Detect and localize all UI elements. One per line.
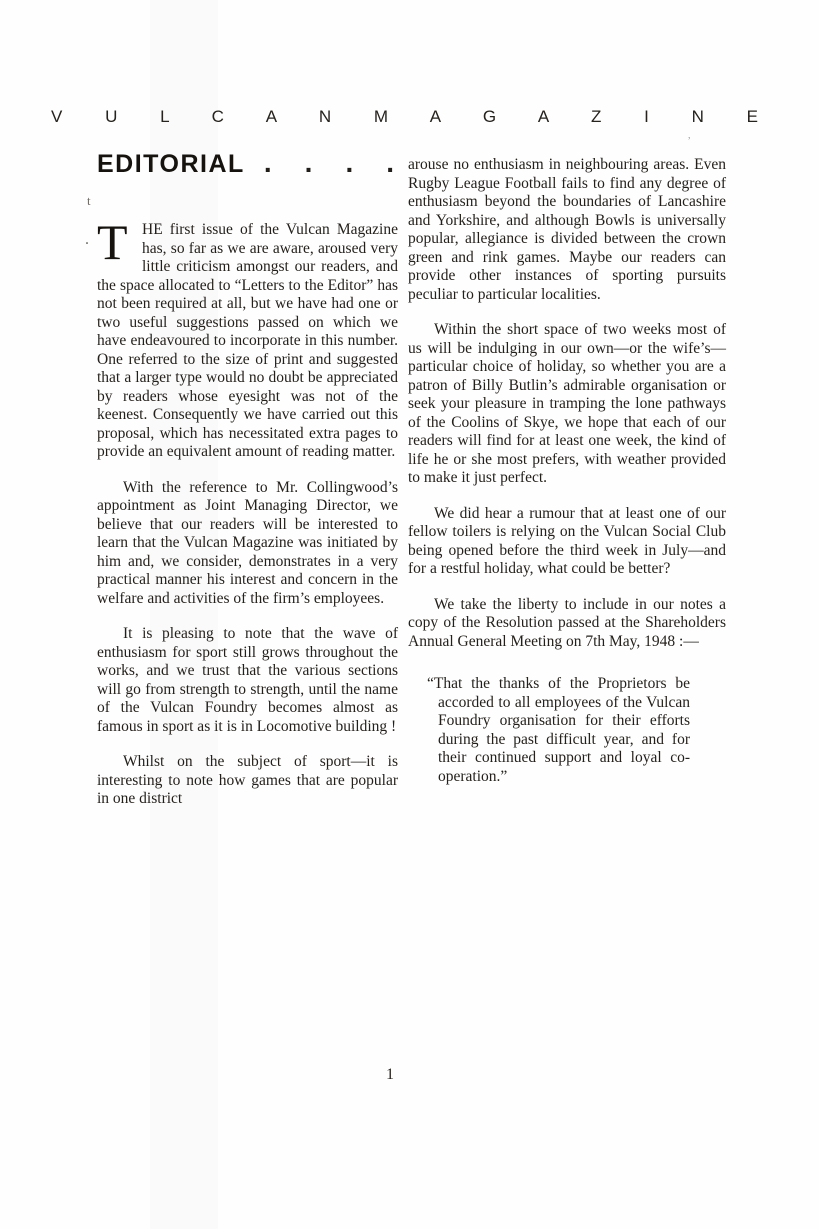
paragraph: We did hear a rumour that at least one of our fellow toilers is relying on the Vulcan Social Club being opened before the third week in July—and for a restful holiday, what could be better? xyxy=(408,504,726,577)
right-column xyxy=(408,156,726,786)
magazine-title: V U L C A N M A G A Z I N E xyxy=(51,107,768,126)
resolution-quote: “That the thanks of the Proprietors be accorded to all employees of the Vulcan Foundry organisation for their efforts during the past difficult year, and for their continued support and loyal co-operation.” xyxy=(427,675,690,785)
scan-artifact-speck: , xyxy=(688,130,691,141)
editorial-heading: EDITORIAL xyxy=(97,150,245,178)
scan-artifact-t: t xyxy=(87,193,91,208)
drop-cap: T xyxy=(97,214,128,270)
paragraph: Within the short space of two weeks most of us will be indulging in our own—or the wife’s—particular choice of holiday, so whether you are a patron of Billy Butlin’s admirable organisation or seek your pleasure in tramping the lone pathways of the Coolins of Skye, we hope that each of our readers will find for at least one week, the kind of life he or she most prefers, with weather provided to make it just perfect. xyxy=(408,321,726,486)
left-column xyxy=(97,147,398,809)
paragraph-lead-text: HE first issue of the Vulcan Magazine has, so far as we are aware, aroused very little criticism amongst our readers, and the space allocated to “Letters to the Editor” has not been required at all, but we have had one or two useful suggestions passed on which we have endeavoured to incorporate in this number. One referred to the size of print and suggested that a larger type would no doubt be appreciated by readers whose eyesight was not of the keenest. Consequently we have carried out this proposal, which has necessitated extra pages to provide an equivalent amount of reading matter. xyxy=(97,221,398,460)
paragraph: With the reference to Mr. Collingwood’s appointment as Joint Managing Director, we believe that our readers will be interested to learn that the Vulcan Magazine was initiated by him and, we consider, demonstrates in a very practical manner his interest and concern in the welfare and activities of the firm’s employees. xyxy=(97,478,398,607)
paragraph-lead xyxy=(97,214,398,462)
page-number: 1 xyxy=(386,1066,394,1083)
paragraph: Whilst on the subject of sport—it is interesting to note how games that are popular in one district xyxy=(97,753,398,807)
paragraph: It is pleasing to note that the wave of enthusiasm for sport still grows throughout the works, and we trust that the various sections will go from strength to strength, until the name of the Vulcan Foundry becomes almost as famous in sport as it is in Locomotive building ! xyxy=(97,625,398,735)
editorial-heading-row: EDITORIAL . . . . xyxy=(97,147,394,178)
paragraph: arouse no enthusiasm in neighbouring areas. Even Rugby League Football fails to find any degree of enthusiasm beyond the boundaries of Lancashire and Yorkshire, and although Bowls is universally popular, allegiance is divided between the crown green and rink games. Maybe our readers can provide other instances of sporting pursuits peculiar to particular localities. xyxy=(408,156,726,303)
scan-artifact-dot: . xyxy=(85,231,89,248)
paragraph: We take the liberty to include in our notes a copy of the Resolution passed at the Shareholders Annual General Meeting on 7th May, 1948 :— xyxy=(408,595,726,650)
